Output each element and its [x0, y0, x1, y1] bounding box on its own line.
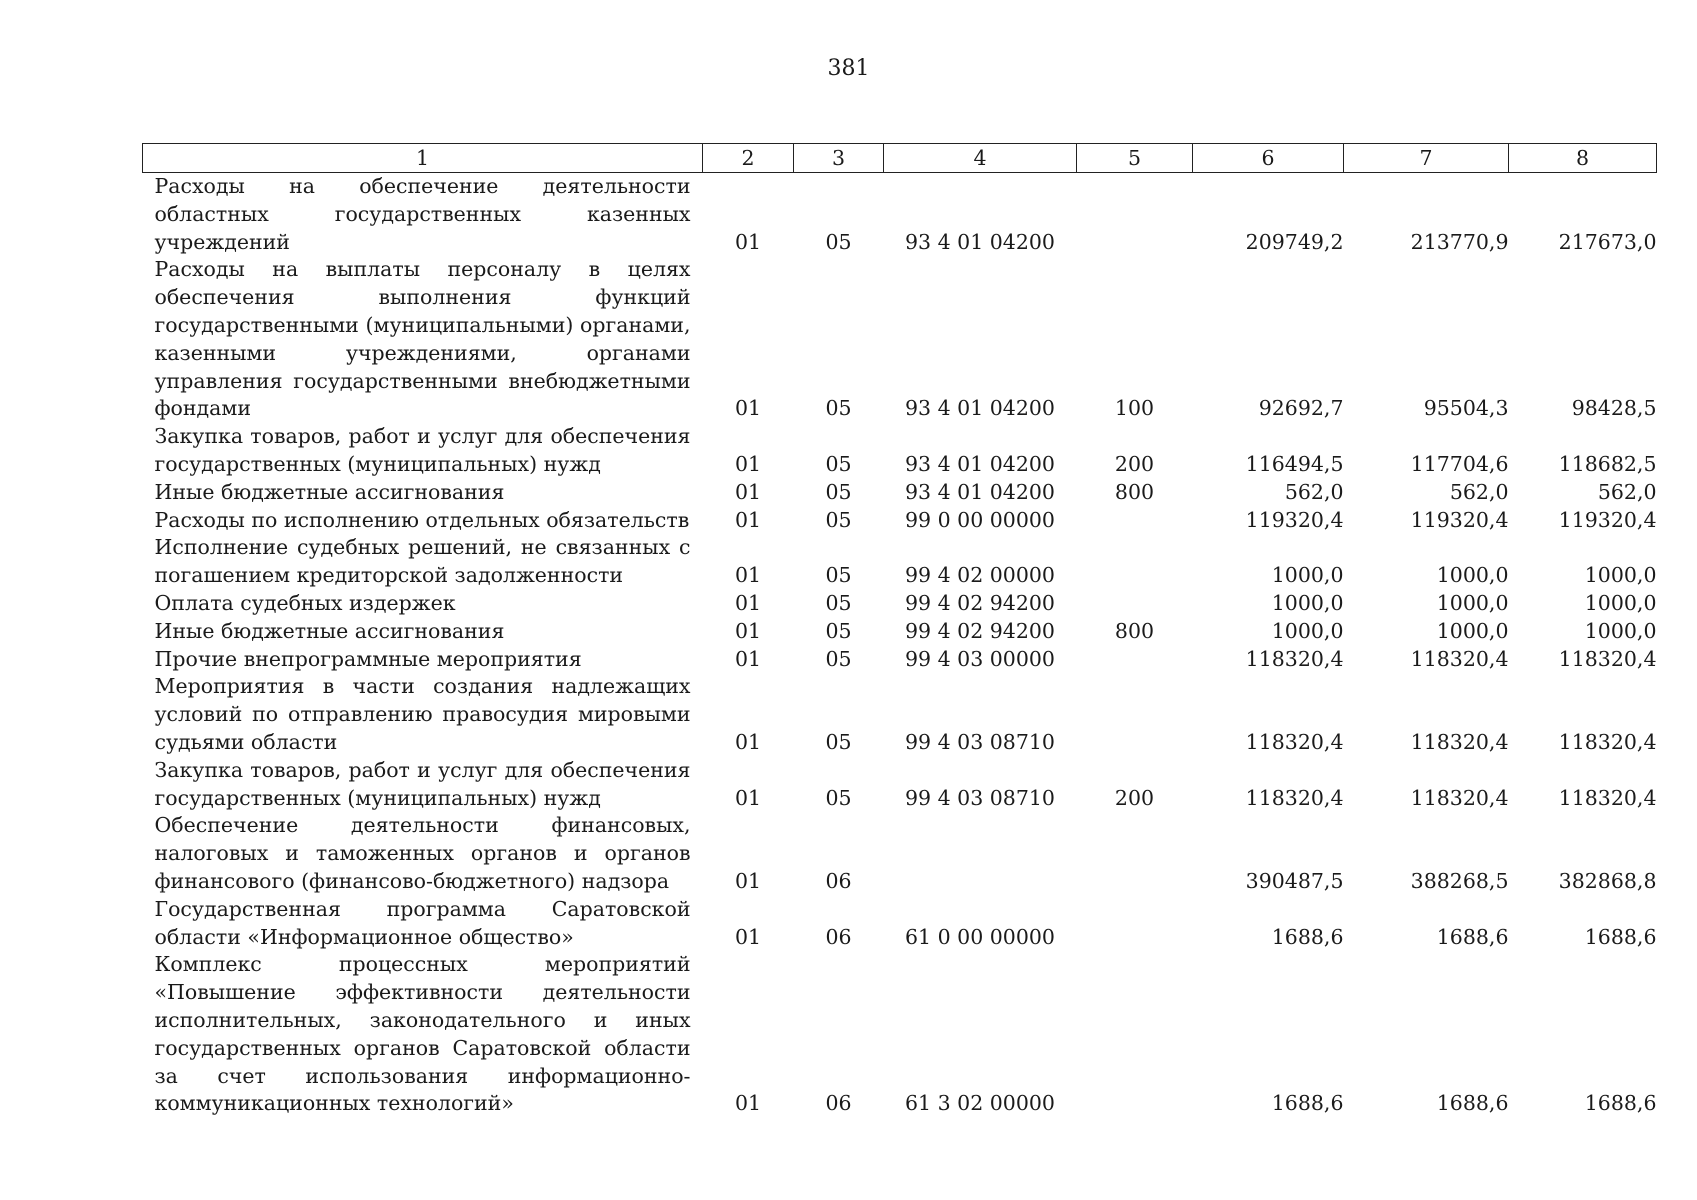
row-amount-year1: 562,0: [1284, 479, 1344, 504]
row-section: 01: [734, 646, 762, 671]
row-name: Иные бюджетные ассигнования: [154, 618, 505, 643]
row-subsection: 05: [825, 646, 852, 671]
row-name: Оплата судебных издержек: [154, 590, 456, 615]
table-row: [143, 590, 1657, 618]
header-cell-3: 3: [794, 144, 884, 173]
row-amount-year2: 213770,9: [1410, 229, 1509, 254]
row-subsection: 05: [825, 229, 852, 254]
table-row: [143, 618, 1657, 646]
row-expense-type: [1077, 590, 1193, 618]
row-target-article: 93 4 01 04200: [905, 479, 1055, 504]
row-expense-type: [1077, 173, 1193, 257]
row-amount-year1: 118320,4: [1245, 646, 1344, 671]
row-expense-type: [1077, 534, 1193, 590]
row-expense-type: 800: [1114, 618, 1155, 643]
row-section: 01: [734, 785, 762, 810]
table-row: [143, 951, 1657, 1118]
row-amount-year2: 1000,0: [1436, 590, 1509, 615]
row-target-article: 93 4 01 04200: [905, 451, 1055, 476]
header-cell-5: 5: [1077, 144, 1193, 173]
row-target-article: 99 4 03 00000: [905, 646, 1055, 671]
budget-table: [142, 143, 1657, 1118]
row-name: Расходы на обеспечение деятельности областных государственных казенных учреждений: [154, 174, 691, 254]
row-amount-year1: 390487,5: [1245, 868, 1344, 893]
row-amount-year3: 118320,4: [1558, 785, 1657, 810]
row-amount-year3: 119320,4: [1558, 507, 1657, 532]
row-amount-year3: 1000,0: [1584, 563, 1657, 588]
table-row: [143, 673, 1657, 756]
row-section: 01: [734, 451, 762, 476]
row-name: Расходы по исполнению отдельных обязательств: [154, 507, 690, 532]
row-name: Закупка товаров, работ и услуг для обеспечения государственных (муниципальных) нужд: [154, 757, 691, 810]
row-section: 01: [734, 590, 762, 615]
row-subsection: 06: [825, 1091, 852, 1116]
row-target-article: 99 4 02 00000: [905, 563, 1055, 588]
row-expense-type: [1077, 507, 1193, 535]
row-target-article: 93 4 01 04200: [905, 229, 1055, 254]
row-name: Мероприятия в части создания надлежащих условий по отправлению правосудия мировыми судьями области: [154, 674, 691, 754]
row-amount-year1: 1688,6: [1271, 924, 1344, 949]
row-subsection: 05: [825, 451, 852, 476]
row-amount-year2: 562,0: [1449, 479, 1509, 504]
header-row: [143, 144, 1657, 173]
row-target-article: 61 3 02 00000: [905, 1091, 1055, 1116]
row-section: 01: [734, 507, 762, 532]
row-section: 01: [734, 1091, 762, 1116]
row-amount-year2: 1000,0: [1436, 563, 1509, 588]
row-subsection: 05: [825, 618, 852, 643]
table-row: [143, 646, 1657, 674]
table-row: [143, 173, 1657, 257]
header-cell-4: 4: [884, 144, 1077, 173]
row-amount-year1: 118320,4: [1245, 785, 1344, 810]
row-target-article: 99 4 03 08710: [905, 785, 1055, 810]
row-amount-year1: 1000,0: [1271, 590, 1344, 615]
row-amount-year3: 98428,5: [1571, 396, 1657, 421]
table-row: [143, 757, 1657, 813]
row-subsection: 05: [825, 563, 852, 588]
row-section: 01: [734, 563, 762, 588]
row-amount-year2: 388268,5: [1410, 868, 1509, 893]
row-amount-year2: 118320,4: [1410, 785, 1509, 810]
header-cell-7: 7: [1344, 144, 1509, 173]
row-section: 01: [734, 729, 762, 754]
row-amount-year3: 118320,4: [1558, 646, 1657, 671]
row-expense-type: [1077, 646, 1193, 674]
row-amount-year1: 209749,2: [1245, 229, 1344, 254]
row-amount-year1: 1000,0: [1271, 563, 1344, 588]
table-row: [143, 256, 1657, 423]
table-row: [143, 534, 1657, 590]
row-amount-year3: 118682,5: [1558, 451, 1657, 476]
row-amount-year1: 118320,4: [1245, 729, 1344, 754]
header-cell-2: 2: [703, 144, 794, 173]
row-name: Комплекс процессных мероприятий «Повышение эффективности деятельности исполнительных, законодательного и иных государственных органов Саратовской области за счет использования информационно-коммуникационных технологий»: [154, 952, 691, 1116]
row-expense-type: 200: [1114, 451, 1155, 476]
row-amount-year1: 1688,6: [1271, 1091, 1344, 1116]
table-row: [143, 896, 1657, 952]
row-name: Закупка товаров, работ и услуг для обеспечения государственных (муниципальных) нужд: [154, 424, 691, 476]
row-name: Обеспечение деятельности финансовых, налоговых и таможенных органов и органов финансового (финансово-бюджетного) надзора: [154, 813, 691, 893]
row-amount-year3: 217673,0: [1558, 229, 1657, 254]
row-target-article: [884, 812, 1077, 895]
row-amount-year3: 1688,6: [1584, 924, 1657, 949]
row-section: 01: [734, 618, 762, 643]
row-amount-year2: 1688,6: [1436, 1091, 1509, 1116]
header-cell-8: 8: [1509, 144, 1657, 173]
row-subsection: 05: [825, 590, 852, 615]
row-expense-type: [1077, 951, 1193, 1118]
row-amount-year2: 1688,6: [1436, 924, 1509, 949]
row-target-article: 61 0 00 00000: [905, 924, 1055, 949]
row-amount-year1: 116494,5: [1245, 451, 1344, 476]
row-expense-type: 200: [1114, 785, 1155, 810]
row-name: Прочие внепрограммные мероприятия: [154, 646, 582, 671]
row-section: 01: [734, 868, 762, 893]
row-name: Государственная программа Саратовской области «Информационное общество»: [154, 896, 691, 949]
row-section: 01: [734, 479, 762, 504]
row-subsection: 05: [825, 507, 852, 532]
row-name: Расходы на выплаты персоналу в целях обеспечения выполнения функций государственными (муниципальными) органами, казенными учреждениями, органами управления государственными внебюджетными фондами: [154, 257, 691, 421]
table-row: [143, 812, 1657, 895]
row-target-article: 99 4 03 08710: [905, 729, 1055, 754]
row-section: 01: [734, 924, 762, 949]
row-subsection: 05: [825, 785, 852, 810]
row-subsection: 06: [825, 924, 852, 949]
row-amount-year1: 1000,0: [1271, 618, 1344, 643]
row-target-article: 93 4 01 04200: [905, 396, 1055, 421]
row-expense-type: [1077, 673, 1193, 756]
table-row: [143, 479, 1657, 507]
row-amount-year2: 119320,4: [1410, 507, 1509, 532]
row-subsection: 05: [825, 396, 852, 421]
row-subsection: 05: [825, 479, 852, 504]
row-expense-type: [1077, 812, 1193, 895]
row-amount-year3: 1000,0: [1584, 618, 1657, 643]
table-row: [143, 507, 1657, 535]
row-target-article: 99 4 02 94200: [905, 618, 1055, 643]
row-name: Иные бюджетные ассигнования: [154, 479, 505, 504]
row-amount-year2: 95504,3: [1423, 396, 1509, 421]
header-cell-6: 6: [1193, 144, 1344, 173]
header-cell-1: 1: [143, 144, 703, 173]
row-expense-type: [1077, 896, 1193, 952]
row-name: Исполнение судебных решений, не связанных с погашением кредиторской задолженности: [154, 535, 691, 588]
row-amount-year2: 1000,0: [1436, 618, 1509, 643]
table-row: [143, 423, 1657, 479]
row-amount-year3: 1000,0: [1584, 590, 1657, 615]
row-amount-year3: 1688,6: [1584, 1091, 1657, 1116]
row-target-article: 99 0 00 00000: [905, 507, 1055, 532]
row-amount-year1: 92692,7: [1258, 396, 1344, 421]
row-amount-year3: 118320,4: [1558, 729, 1657, 754]
row-section: 01: [734, 229, 762, 254]
row-amount-year3: 562,0: [1597, 479, 1657, 504]
row-expense-type: 100: [1114, 396, 1155, 421]
row-amount-year1: 119320,4: [1245, 507, 1344, 532]
row-subsection: 06: [825, 868, 852, 893]
row-section: 01: [734, 396, 762, 421]
row-subsection: 05: [825, 729, 852, 754]
row-target-article: 99 4 02 94200: [905, 590, 1055, 615]
row-amount-year2: 118320,4: [1410, 729, 1509, 754]
page-number: 381: [827, 56, 870, 81]
row-amount-year3: 382868,8: [1558, 868, 1657, 893]
row-amount-year2: 117704,6: [1410, 451, 1509, 476]
row-expense-type: 800: [1114, 479, 1155, 504]
row-amount-year2: 118320,4: [1410, 646, 1509, 671]
